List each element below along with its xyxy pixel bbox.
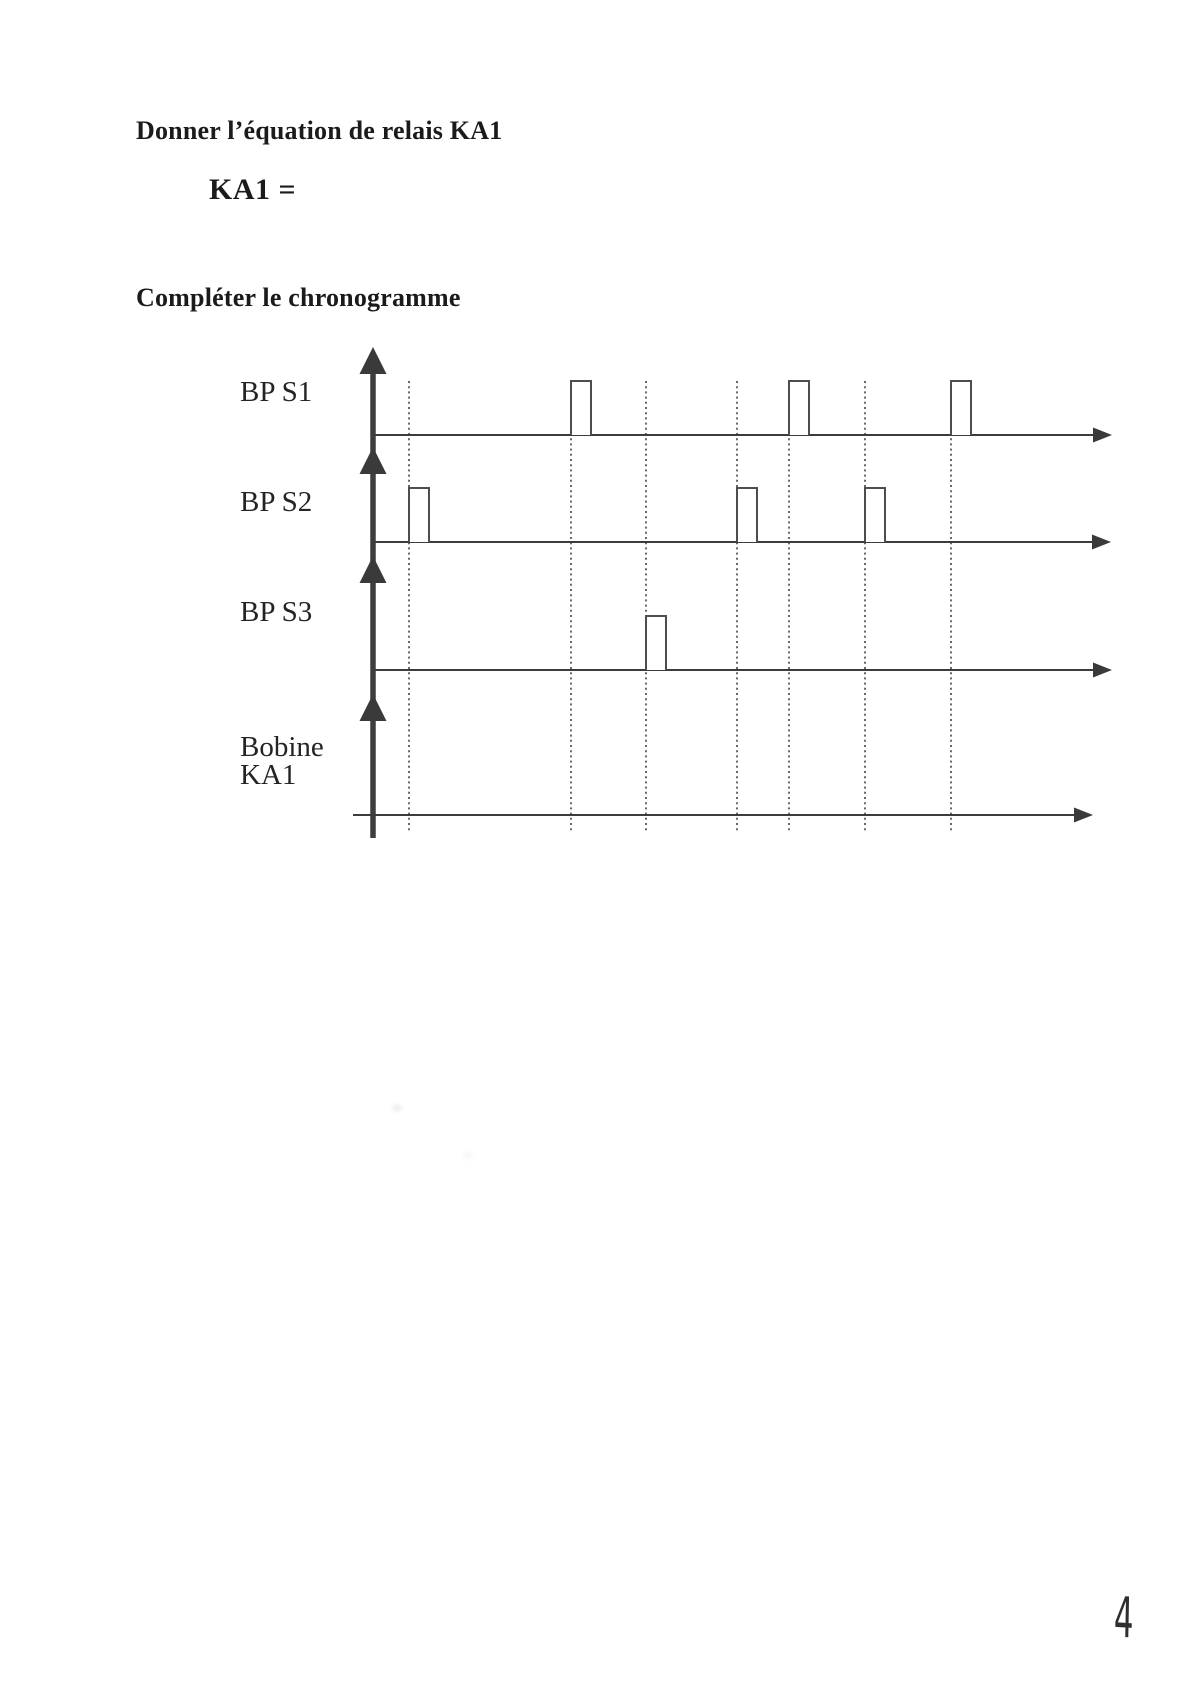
row-label: BP S3 — [240, 596, 313, 628]
row-label: Bobine — [240, 731, 324, 763]
row-label: KA1 — [240, 759, 297, 791]
scan-artifact — [463, 1152, 472, 1159]
signal-pulse — [789, 381, 809, 435]
time-axis-arrowhead — [1092, 535, 1111, 550]
value-axis-arrowhead — [360, 447, 387, 474]
signal-pulse — [646, 616, 666, 670]
time-axis-arrowhead — [1093, 663, 1112, 678]
value-axis-arrowhead — [360, 347, 387, 374]
time-axis-arrowhead — [1093, 428, 1112, 443]
signal-pulse — [865, 488, 885, 542]
signal-pulse — [737, 488, 757, 542]
equation-prompt: KA1 = — [209, 173, 297, 206]
scan-artifact — [392, 1104, 402, 1112]
value-axis-arrowhead — [360, 556, 387, 583]
page-number: 4 — [1113, 1585, 1135, 1652]
signal-pulse — [409, 488, 429, 542]
signal-pulse — [951, 381, 971, 435]
question-heading-equation: Donner l’équation de relais KA1 — [136, 116, 503, 145]
row-label: BP S2 — [240, 486, 313, 518]
value-axis-arrowhead — [360, 694, 387, 721]
row-label: BP S1 — [240, 376, 313, 408]
time-axis-arrowhead — [1074, 808, 1093, 823]
signal-pulse — [571, 381, 591, 435]
question-heading-chronogram: Compléter le chronogramme — [136, 283, 461, 312]
